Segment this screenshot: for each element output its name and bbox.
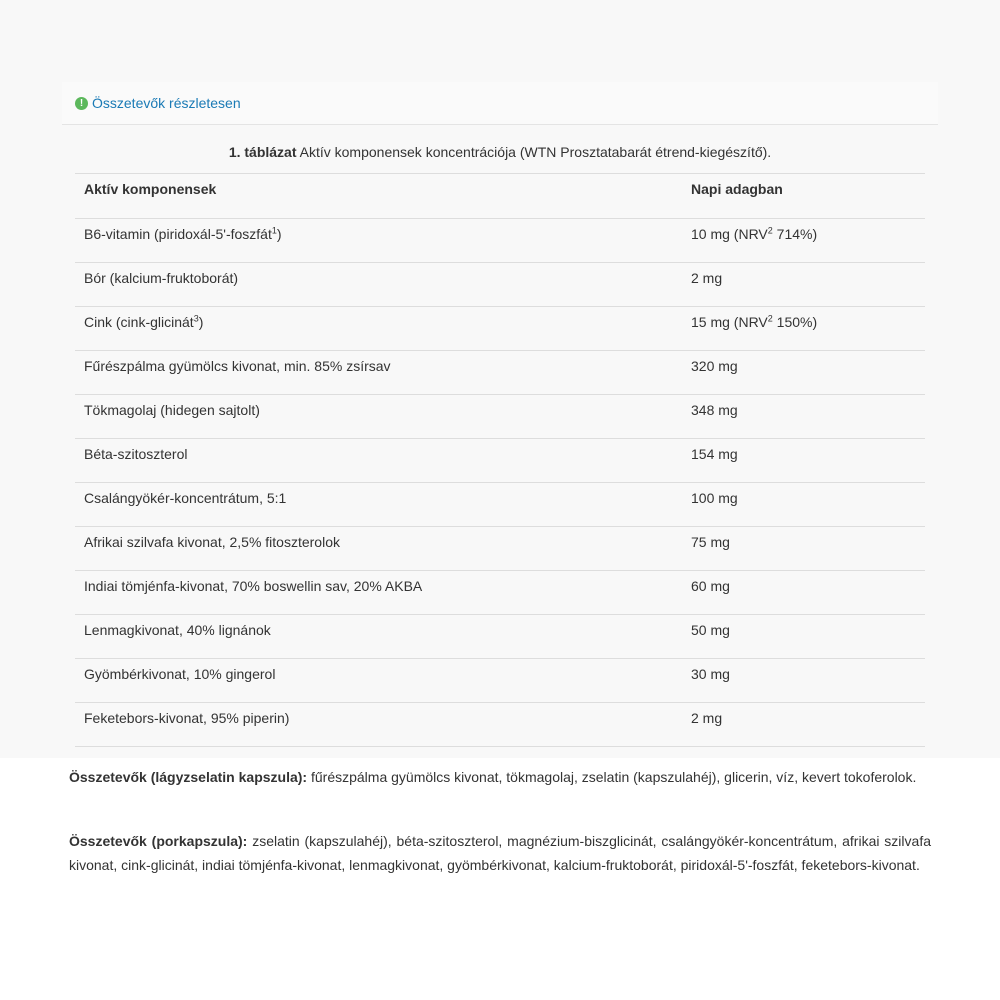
daily-dose-cell [682,439,925,483]
component-name-cell [75,483,682,527]
daily-dose-cell-footnote: 2 [767,225,773,236]
component-name-cell [75,351,682,395]
component-name-cell [75,439,682,483]
table-row [75,571,925,615]
component-name-cell [75,659,682,703]
table-row [75,395,925,439]
table-row [75,219,925,263]
component-name-cell-text: Indiai tömjénfa-kivonat, 70% boswellin sav, 20% AKBA [84,578,423,594]
daily-dose-cell [682,659,925,703]
component-name-cell-text: Cink (cink-glicinát [84,314,194,330]
daily-dose-cell-text: 50 mg [691,622,730,638]
daily-dose-cell-footnote: 2 [767,313,773,324]
daily-dose-cell-suffix: 150%) [772,314,818,330]
daily-dose-cell-text: 15 mg (NRV [691,314,768,330]
component-name-cell-suffix: ) [276,226,282,242]
component-name-cell-text: Gyömbérkivonat, 10% gingerol [84,666,276,682]
table-caption-text: Aktív komponensek koncentrációja (WTN Prosztatabarát étrend-kiegészítő). [296,144,772,160]
daily-dose-cell [682,703,925,747]
table-body [75,219,925,747]
component-name-cell [75,219,682,263]
table-row [75,351,925,395]
component-name-cell-text: Tökmagolaj (hidegen sajtolt) [84,402,260,418]
daily-dose-cell [682,395,925,439]
ingredients-powder-text: zselatin (kapszulahéj), béta-szitoszterol, magnézium-biszglicinát, csalángyökér-koncentrátum, afrikai szilvafa kivonat, cink-glicinát, indiai tömjénfa-kivonat, lenmagkivonat, gyömbérkivonat, kalcium-fruktoborát, piridoxál-5'-foszfát, feketebors-kivonat. [69,833,931,873]
daily-dose-cell [682,263,925,307]
section-header[interactable] [62,82,938,125]
ingredients-powder-capsule [69,829,931,877]
component-name-cell [75,615,682,659]
daily-dose-cell [682,527,925,571]
component-name-cell-text: Fűrészpálma gyümölcs kivonat, min. 85% zsírsav [84,358,391,374]
component-name-cell-text: B6-vitamin (piridoxál-5'-foszfát [84,226,272,242]
section-title-link[interactable]: Összetevők részletesen [92,95,241,111]
table-row [75,439,925,483]
daily-dose-cell-text: 320 mg [691,358,738,374]
daily-dose-cell-text: 348 mg [691,402,738,418]
table-row [75,483,925,527]
component-name-cell-text: Bór (kalcium-fruktoborát) [84,270,239,286]
table-row [75,307,925,351]
table-row [75,263,925,307]
component-name-cell-text: Béta-szitoszterol [84,446,188,462]
component-name-cell-text: Lenmagkivonat, 40% lignánok [84,622,271,638]
component-name-cell-text: Afrikai szilvafa kivonat, 2,5% fitoszterolok [84,534,340,550]
daily-dose-cell [682,571,925,615]
daily-dose-cell-suffix: 714%) [772,226,818,242]
column-header-components: Aktív komponensek [75,174,682,219]
daily-dose-cell [682,219,925,263]
daily-dose-cell-text: 154 mg [691,446,738,462]
info-circle-icon: ! [75,97,88,110]
table-header-row [75,174,925,219]
ingredients-softgel-text: fűrészpálma gyümölcs kivonat, tökmagolaj, zselatin (kapszulahéj), glicerin, víz, kevert tokoferolok. [307,769,917,785]
daily-dose-cell-text: 60 mg [691,578,730,594]
table-row [75,703,925,747]
ingredients-softgel-label: Összetevők (lágyzselatin kapszula): [69,769,308,785]
component-name-cell-suffix: ) [198,314,204,330]
daily-dose-cell-text: 2 mg [691,270,723,286]
table-row [75,659,925,703]
daily-dose-cell-text: 100 mg [691,490,738,506]
table-caption-label: 1. táblázat [228,144,297,160]
ingredients-powder-label: Összetevők (porkapszula): [69,833,248,849]
daily-dose-cell [682,615,925,659]
table-caption [0,144,1000,160]
daily-dose-cell [682,483,925,527]
component-name-cell [75,395,682,439]
ingredients-softgel [69,765,931,789]
component-name-cell [75,527,682,571]
table-row [75,527,925,571]
component-name-cell-footnote: 1 [271,225,277,236]
component-name-cell [75,703,682,747]
table-row [75,615,925,659]
daily-dose-cell-text: 10 mg (NRV [691,226,768,242]
component-name-cell-footnote: 3 [193,313,199,324]
component-name-cell [75,307,682,351]
daily-dose-cell [682,351,925,395]
column-header-daily-dose: Napi adagban [682,174,925,219]
daily-dose-cell-text: 75 mg [691,534,730,550]
component-name-cell [75,263,682,307]
component-name-cell-text: Csalángyökér-koncentrátum, 5:1 [84,490,287,506]
component-name-cell [75,571,682,615]
active-components-table [75,173,925,747]
daily-dose-cell [682,307,925,351]
daily-dose-cell-text: 30 mg [691,666,730,682]
daily-dose-cell-text: 2 mg [691,710,723,726]
component-name-cell-text: Feketebors-kivonat, 95% piperin) [84,710,290,726]
